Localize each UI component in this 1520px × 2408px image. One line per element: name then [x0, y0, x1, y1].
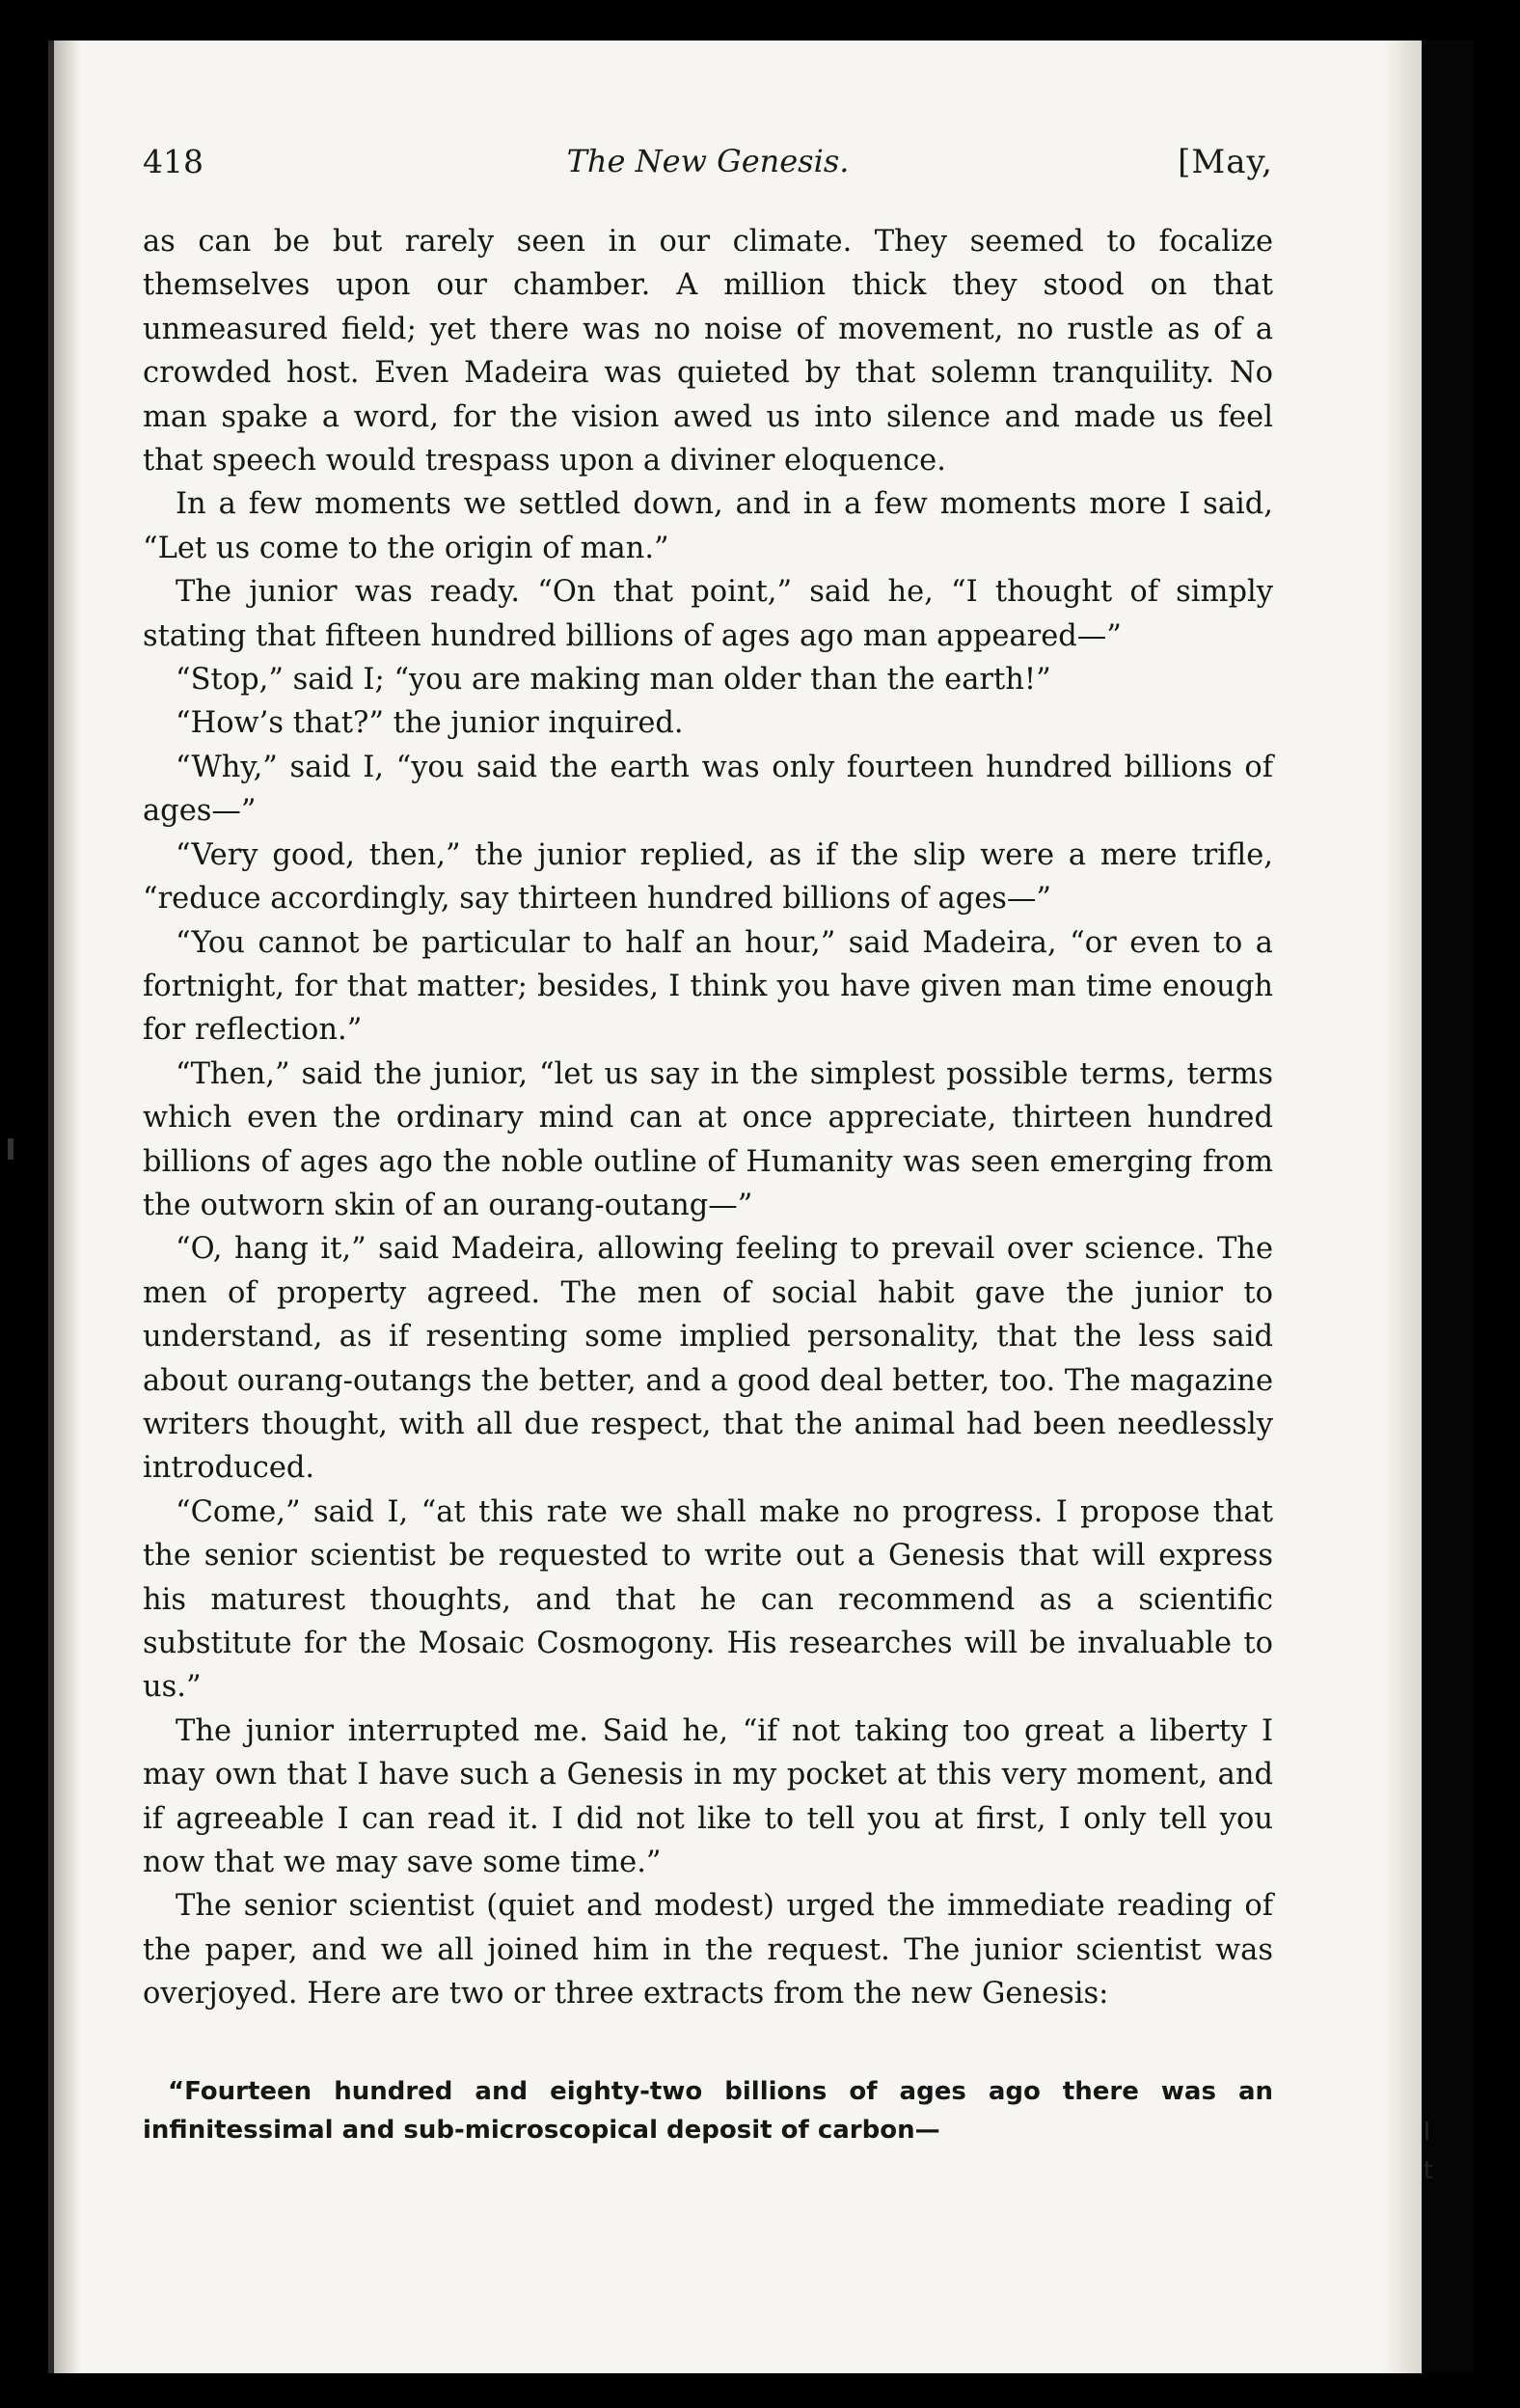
- running-date: [May,: [1178, 143, 1273, 181]
- block-quote: [143, 2072, 1273, 2149]
- paragraph: “O, hang it,” said Madeira, allowing feeling to prevail over science. The men of property agreed. The men of social habit gave the junior to understand, as if resenting some implied personality, that the less said about ourang-outangs the better, and a good deal better, too. The magazine writers thought, with all due respect, that the animal had been needlessly introduced.: [143, 1232, 1273, 1486]
- paragraph: The senior scientist (quiet and modest) urged the immediate reading of the paper, and we all joined him in the request. The junior scientist was overjoyed. Here are two or three extracts from the new Genesis:: [143, 1889, 1273, 2011]
- page-gutter-shadow: [54, 41, 81, 2373]
- paragraph: “You cannot be particular to half an hour,” said Madeira, “or even to a fortnight, for that matter; besides, I think you have given man time enough for reflection.”: [143, 925, 1273, 1048]
- paragraph: “Stop,” said I; “you are making man older than the earth!”: [176, 663, 1051, 698]
- next-page-fragment: [1424, 2113, 1433, 2190]
- paragraph: “Then,” said the junior, “let us say in the simplest possible terms, terms which even the ordinary mind can at once appreciate, thirteen hundred billions of ages ago the noble outline of Humanity was seen emerging from the outworn skin of an ourang-outang—”: [143, 1056, 1273, 1222]
- body-text: [143, 220, 1273, 2016]
- page-header: [143, 143, 1273, 201]
- paragraph: “Why,” said I, “you said the earth was only fourteen hundred billions of ages—”: [143, 750, 1273, 829]
- paragraph: “Come,” said I, “at this rate we shall make no progress. I propose that the senior scientist be requested to write out a Genesis that will express his maturest thoughts, and that he can recommend as a scientific substitute for the Mosaic Cosmogony. His researches will be invaluable to us.”: [143, 1494, 1273, 1705]
- quote-text: “Fourteen hundred and eighty-two billions of ages ago there was an infinitessimal and sub-microscopical deposit of carbon—: [143, 2077, 1273, 2145]
- paragraph: “Very good, then,” the junior replied, as if the slip were a mere trifle, “reduce accordingly, say thirteen hundred billions of ages—”: [143, 837, 1273, 917]
- paragraph: “How’s that?” the junior inquired.: [176, 706, 684, 741]
- running-title: The New Genesis.: [566, 143, 850, 179]
- page-edge-shadow: [1383, 41, 1422, 2373]
- paragraph: In a few moments we settled down, and in a few moments more I said, “Let us come to the origin of man.”: [143, 487, 1273, 565]
- paragraph: The junior was ready. “On that point,” said he, “I thought of simply stating that fifteen hundred billions of ages ago man appeared—”: [143, 575, 1273, 653]
- fragment-line: t: [1423, 2156, 1433, 2185]
- paragraph: The junior interrupted me. Said he, “if not taking too great a liberty I may own that I have such a Genesis in my pocket at this very moment, and if agreeable I can read it. I did not like to tell you at first, I only tell you now that we may save some time.”: [143, 1713, 1273, 1880]
- margin-mark: [8, 1138, 14, 1160]
- page-number: 418: [143, 143, 204, 180]
- fragment-line: I: [1423, 2118, 1431, 2147]
- adjacent-page-strip: [1422, 41, 1474, 2373]
- paragraph: as can be but rarely seen in our climate. They seemed to focalize themselves upon our chamber. A million thick they stood on that unmeasured field; yet there was no noise of movement, no rustle as of a crowded host. Even Madeira was quieted by that solemn tranquility. No man spake a word, for the vision awed us into silence and made us feel that speech would trespass upon a diviner eloquence.: [143, 225, 1273, 479]
